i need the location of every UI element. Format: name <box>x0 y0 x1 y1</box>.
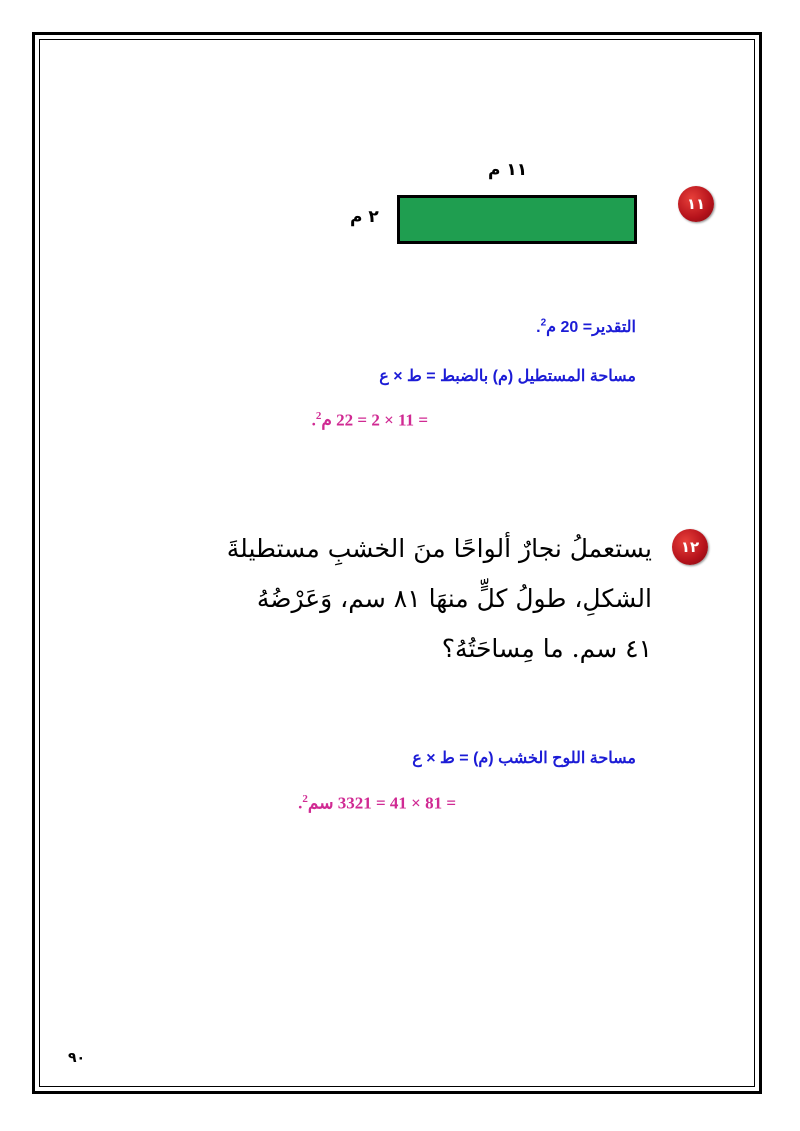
question-12-line-3: ٤١ سم. ما مِساحَتُهُ؟ <box>441 634 652 663</box>
question-12-number: ١٢ <box>680 538 700 556</box>
board-area-result-unit-exp: 2 <box>302 793 308 805</box>
question-12-text <box>182 524 652 674</box>
board-area-result <box>298 793 456 814</box>
rect-width-label: ١١ م <box>488 160 528 180</box>
question-12-badge <box>672 529 708 565</box>
board-area-formula: مساحة اللوح الخشب (م) = ط × ع <box>412 750 636 767</box>
question-11-badge <box>678 186 714 222</box>
board-area-result-period: . <box>298 793 303 813</box>
estimate-period: . <box>536 319 541 336</box>
question-12-line-2: الشكلِ، طولُ كلٍّ منهَا ٨١ سم، وَعَرْضُهُ <box>256 584 652 613</box>
rect-area-result <box>312 410 428 431</box>
page-number: ٩٠ <box>68 1050 86 1066</box>
green-rectangle <box>397 195 637 244</box>
estimate-line <box>536 317 636 337</box>
rect-area-result-unit-exp: 2 <box>315 410 322 422</box>
estimate-exponent: 2 <box>540 317 547 329</box>
rect-area-result-period: . <box>311 410 316 430</box>
estimate-text: التقدير= 20 م <box>546 319 636 336</box>
board-area-result-text: = 81 × 41 = 3321 سم <box>307 793 456 813</box>
question-11-number: ١١ <box>686 195 706 213</box>
question-12-line-1: يستعملُ نجارٌ ألواحًا منَ الخشبِ مستطيلةَ <box>226 534 652 563</box>
rect-area-result-text: = 11 × 2 = 22 م <box>321 410 428 430</box>
rect-area-formula: مساحة المستطيل (م) بالضبط = ط × ع <box>379 368 636 385</box>
rect-height-label: ٢ م <box>350 207 379 227</box>
